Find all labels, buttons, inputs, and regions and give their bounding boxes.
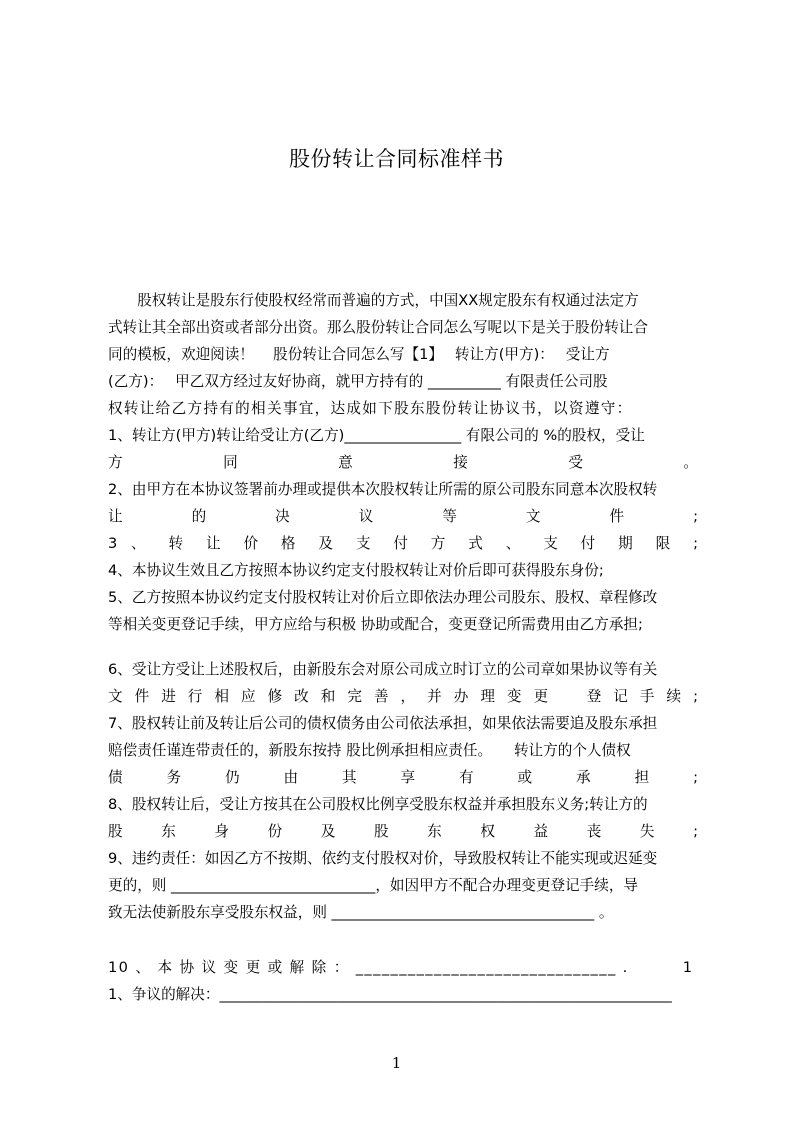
clause-2: 2、由甲方在本协议签署前办理或提供本次股权转让所需的原公司股东同意本次股权转 [108,481,658,498]
clause-1-cont: 方 同 意 接 受 。 [108,454,698,471]
document-title: 股份转让合同标准样书 [289,147,504,171]
paragraph-line: 同的模板，欢迎阅读！ 股份转让合同怎么写【1】 转让方(甲方)： 受让方 [108,346,610,363]
clause-5-cont: 等相关变更登记手续，甲方应给与积极 协助或配合，变更登记所需费用由乙方承担; [108,616,643,633]
clause-6-cont: 文 件 进 行 相 应 修 改 和 完 善 ， 并 办 理 变 更 登 记 手 续 ; [108,688,698,705]
clause-9-cont: 更的，则 ____________________________，如因甲方不配合办理变更登记手续，导 [108,877,639,894]
clause-9: 9、违约责任：如因乙方不按期、依约支付股权对价，导致股权转让不能实现或迟延变 [108,850,658,867]
clause-11: 1、争议的解决：______________________________________________________________ [108,986,672,1003]
page-number: 1 [391,1054,402,1072]
clause-10: 10 、 本 协 议 变 更 或 解 除 ： ______________________________ . 1 [108,959,694,976]
paragraph-line: 股权转让是股东行使股权经常而普遍的方式，中国XX规定股东有权通过法定方 [108,292,639,309]
clause-1: 1、转让方(甲方)转让给受让方(乙方)________________ 有限公司的 %的股权，受让 [108,427,645,444]
clause-7: 7、股权转让前及转让后公司的债权债务由公司依法承担，如果依法需要追及股东承担 [108,715,658,732]
clause-6: 6、受让方受让上述股权后，由新股东会对原公司成立时订立的公司章如果协议等有关 [108,661,658,678]
clause-4: 4、本协议生效且乙方按照本协议约定支付股权转让对价后即可获得股东身份; [108,562,604,579]
clause-8: 8、股权转让后，受让方按其在公司股权比例享受股东权益并承担股东义务;转让方的 [108,796,648,813]
clause-9-cont2: 致无法使新股东享受股东权益，则 ____________________________________ 。 [108,904,614,921]
clause-3: 3 、 转 让 价 格 及 支 付 方 式 、 支 付 期 限 ; [108,535,698,552]
clause-7-cont2: 债 务 仍 由 其 享 有 或 承 担 ; [108,769,698,786]
clause-8-cont: 股 东 身 份 及 股 东 权 益 丧 失 ; [108,823,698,840]
paragraph-line: (乙方)： 甲乙双方经过友好协商，就甲方持有的 __________ 有限责任公司股 [108,373,608,390]
clause-5: 5、乙方按照本协议约定支付股权转让对价后立即依法办理公司股东、股权、章程修改 [108,589,658,606]
clause-2-cont: 让 的 决 议 等 文 件 ; [108,508,698,525]
paragraph-line: 权转让给乙方持有的相关事宜，达成如下股东股份转让协议书，以资遵守： [108,400,633,417]
paragraph-line: 式转让其全部出资或者部分出资。那么股份转让合同怎么写呢以下是关于股份转让合 [108,319,648,336]
clause-7-cont: 赔偿责任谨连带责任的，新股东按持 股比例承担相应责任。 转让方的个人债权 [108,742,631,759]
